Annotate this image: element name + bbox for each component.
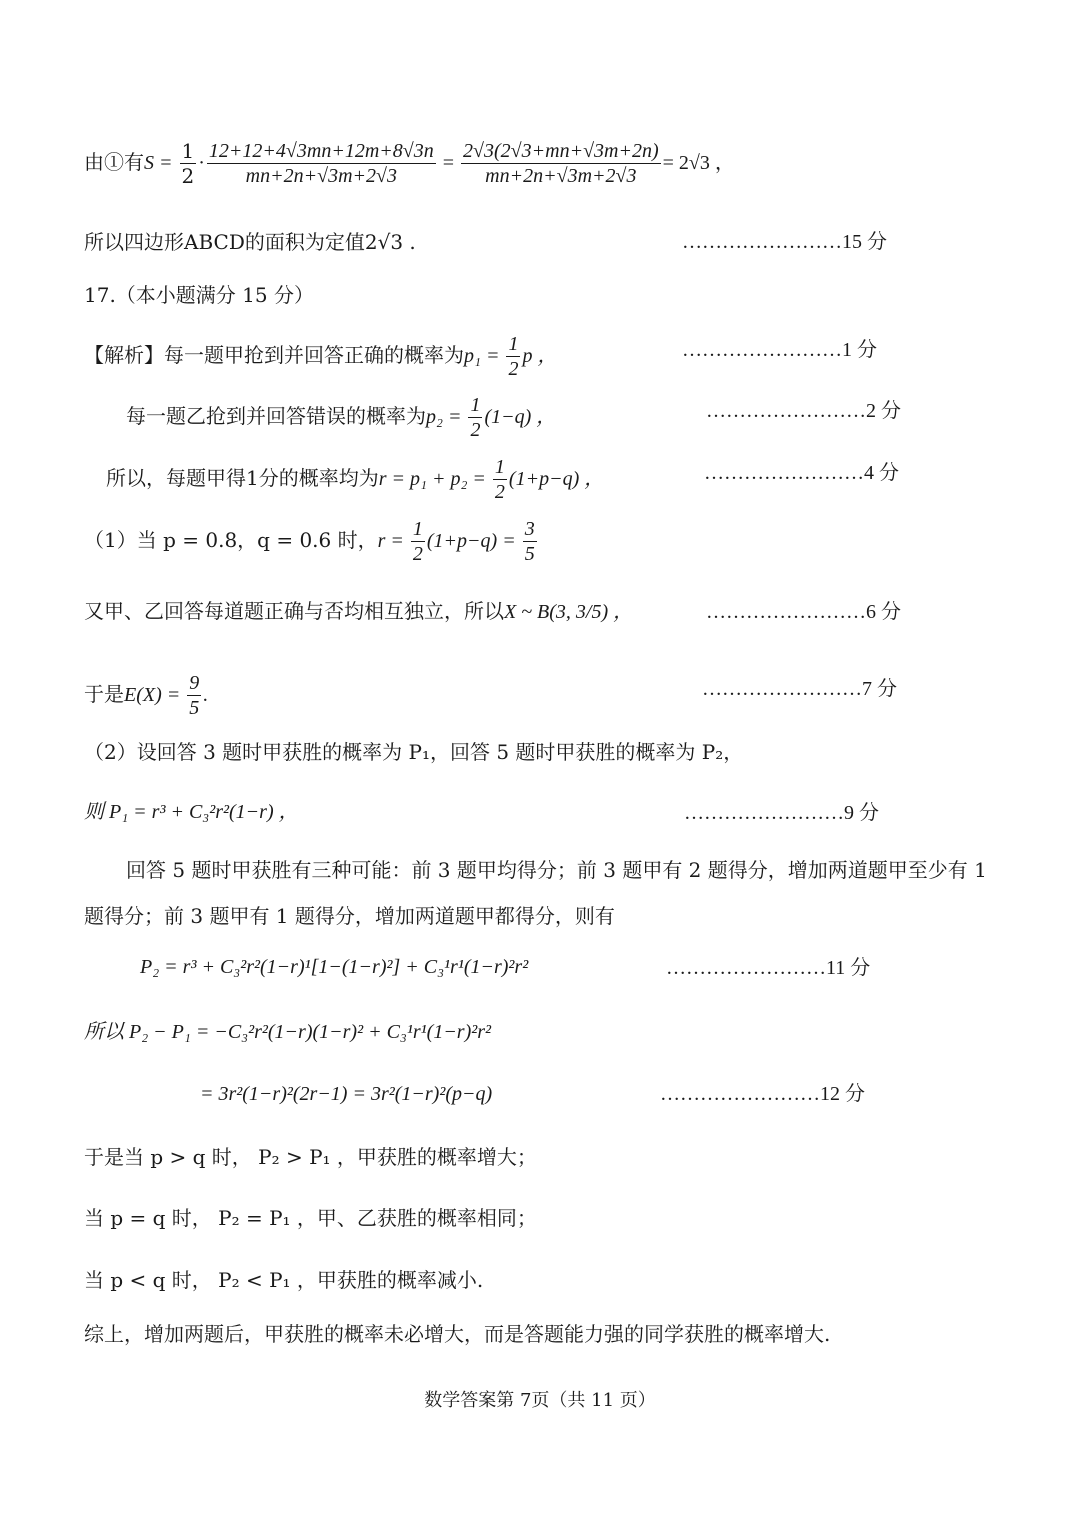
- conclusion-greater: 于是当 p > q 时， P₂ > P₁ ，甲获胜的概率增大；: [84, 1145, 537, 1169]
- difference-formula: 所以 P₂ − P₁ = −C₃²r²(1−r)(1−r)² + C₃¹r¹(1−r)²r²: [84, 1021, 492, 1043]
- formula-result: = 2√3 ，: [662, 152, 735, 174]
- fraction-numerator: 1: [508, 333, 519, 355]
- math-tail: p ，: [522, 345, 558, 367]
- solution-text: 【解析】每一题甲抢到并回答正确的概率为: [84, 343, 464, 367]
- score-2: ……………………2 分: [706, 400, 901, 422]
- score-4: ……………………4 分: [704, 462, 899, 484]
- binomial-text: 又甲、乙回答每道题正确与否均相互独立，所以: [84, 599, 504, 623]
- fraction-half: [468, 394, 482, 441]
- fraction-area-expanded: [207, 140, 436, 187]
- score-6: ……………………6 分: [706, 601, 901, 623]
- math-p2: p₂ =: [426, 406, 467, 428]
- math-tail: (1−q) ，: [484, 406, 557, 428]
- p1-formula: 则 P₁ = r³ + C₃²r²(1−r) ，: [84, 801, 299, 823]
- formula-prefix: 由①有: [84, 150, 144, 174]
- conclusion-less: 当 p < q 时， P₂ < P₁ ，甲获胜的概率减小.: [84, 1268, 484, 1292]
- part-1-text: （1）当 p = 0.8，q = 0.6 时，: [84, 528, 378, 552]
- fraction-denominator: mn+2n+√3m+2√3: [245, 165, 397, 187]
- fraction-denominator: 5: [524, 543, 535, 565]
- solution-text: 所以，每题甲得1分的概率均为: [106, 466, 379, 490]
- part-1-line: [84, 518, 539, 565]
- solution-line-p1: [84, 333, 557, 380]
- fraction-denominator: mn+2n+√3m+2√3: [485, 165, 637, 187]
- fraction-numerator: 1: [470, 394, 481, 416]
- fraction-denominator: 2: [412, 543, 423, 565]
- fraction-denominator: 2: [470, 419, 481, 441]
- summary-line: 综上，增加两题后，甲获胜的概率未必增大，而是答题能力强的同学获胜的概率增大.: [84, 1322, 831, 1346]
- math-expectation: E(X) =: [124, 684, 186, 706]
- fraction-denominator: 2: [494, 481, 505, 503]
- math-tail: (1+p−q) ，: [508, 468, 605, 490]
- solution-line-p2: [126, 394, 556, 441]
- solution-line-r: [106, 456, 604, 503]
- fraction-numerator: 1: [181, 139, 195, 163]
- p2-formula: P₂ = r³ + C₃²r²(1−r)¹[1−(1−r)²] + C₃¹r¹(1−r)²r²: [140, 956, 529, 978]
- math-tail: .: [203, 684, 209, 706]
- difference-simplified: = 3r²(1−r)²(2r−1) = 3r²(1−r)²(p−q): [200, 1083, 493, 1105]
- fraction-half: [493, 456, 507, 503]
- part-2-line: （2）设回答 3 题时甲获胜的概率为 P₁，回答 5 题时甲获胜的概率为 P₂，: [84, 740, 744, 764]
- score-1: ……………………1 分: [682, 339, 877, 361]
- score-9: ……………………9 分: [684, 802, 879, 824]
- fraction-denominator: 2: [508, 358, 519, 380]
- score-15: ……………………15 分: [682, 231, 887, 253]
- fraction-denominator: 5: [189, 697, 200, 719]
- fraction-numerator: 1: [412, 518, 423, 540]
- formula-lhs: S =: [144, 152, 178, 174]
- fraction-denominator: 2: [181, 164, 195, 188]
- expectation-line: [84, 672, 208, 719]
- fraction-half: [506, 333, 520, 380]
- score-7: ……………………7 分: [702, 678, 897, 700]
- fraction-three-fifths: [523, 518, 537, 565]
- page-footer: 数学答案第 7页（共 11 页）: [424, 1390, 656, 1411]
- area-constant-statement: 所以四边形ABCD的面积为定值2√3 .: [84, 230, 416, 254]
- math-binomial: X ~ B(3, 3/5) ，: [504, 601, 634, 623]
- fraction-area-factored: [461, 140, 661, 187]
- fraction-numerator: 12+12+4√3mn+12m+8√3n: [208, 140, 434, 162]
- fraction-half: [180, 140, 197, 187]
- binomial-line: [84, 597, 633, 626]
- math-r: r = p₁ + p₂ =: [378, 468, 491, 490]
- score-12: ……………………12 分: [660, 1083, 865, 1105]
- score-11: ……………………11 分: [666, 957, 871, 979]
- formula-area-s: 由①有S = $\frac{1}{2}$ · $\frac{12+12+4√3mn+12m+8√3n}{mn+2n+√3m+2√3}$ = $\frac{2√3(2√3+mn+√3m+2n)}{mn+2n+√3m+2√3}$ = 2√3 ，: [84, 139, 735, 188]
- fraction-nine-fifths: [187, 672, 201, 719]
- three-cases-line: 回答 5 题时甲获胜有三种可能：前 3 题甲均得分；前 3 题甲有 2 题得分，增加两道题甲至少有 1: [126, 858, 987, 882]
- fraction-numerator: 9: [189, 672, 200, 694]
- problem-17-heading: 17.（本小题满分 15 分）: [84, 283, 314, 307]
- math-p1: p₁ =: [464, 345, 505, 367]
- fraction-half: [411, 518, 425, 565]
- fraction-numerator: 3: [524, 518, 535, 540]
- math-mid: (1+p−q) =: [426, 530, 521, 552]
- fraction-numerator: 2√3(2√3+mn+√3m+2n): [463, 140, 659, 162]
- solution-text: 每一题乙抢到并回答错误的概率为: [126, 404, 426, 428]
- math-r: r =: [377, 530, 409, 552]
- conclusion-equal: 当 p = q 时， P₂ = P₁ ，甲、乙获胜的概率相同；: [84, 1206, 537, 1230]
- three-cases-continued: 题得分；前 3 题甲有 1 题得分，增加两道题甲都得分，则有: [84, 904, 615, 928]
- fraction-numerator: 1: [494, 456, 505, 478]
- expectation-text: 于是: [84, 682, 124, 706]
